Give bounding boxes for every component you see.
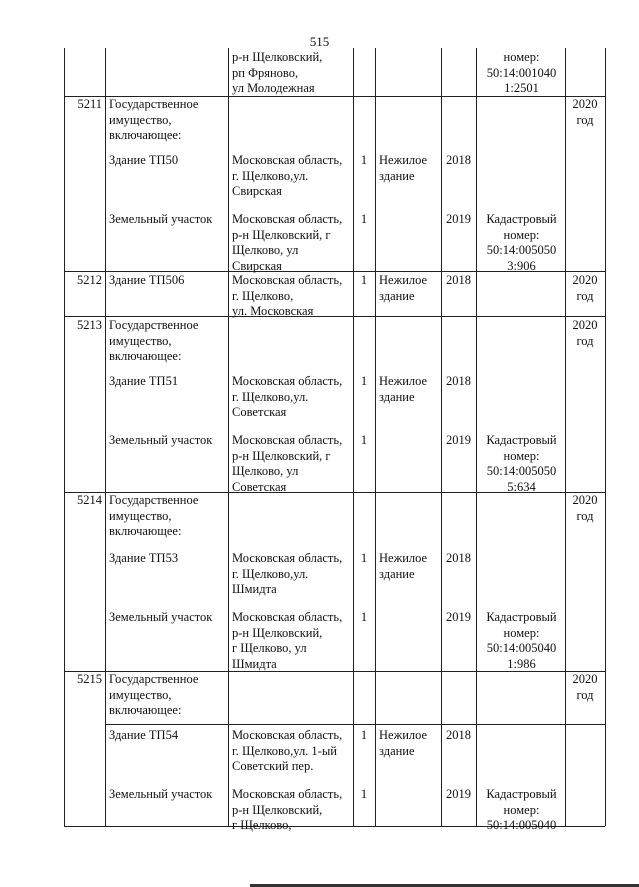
deadline — [565, 97, 605, 128]
single-address-line: ул. Московская — [232, 304, 314, 318]
item-address-line: г. Щелково,ул. — [232, 389, 309, 404]
deadline-line: 2020 — [572, 318, 598, 332]
item-address — [232, 433, 356, 495]
row-number-line: 5212 — [77, 273, 102, 287]
item-address — [232, 728, 356, 775]
item-address-line: Московская область, — [232, 433, 343, 447]
item-qty — [353, 610, 375, 626]
cont-address-line: рп Фряново, — [232, 65, 299, 80]
single-name — [109, 273, 229, 289]
item-year — [441, 728, 476, 744]
row-number-line: 5213 — [77, 318, 102, 332]
item-qty-line: 1 — [360, 610, 368, 624]
item-address-line: Советская — [232, 405, 287, 419]
item-note — [478, 787, 565, 834]
row-number — [64, 273, 102, 289]
deadline-line: 2020 — [572, 493, 598, 507]
item-address — [232, 153, 356, 200]
item-address-line: Московская область, — [232, 787, 343, 801]
group-title — [109, 318, 229, 365]
item-qty — [353, 551, 375, 567]
item-purpose — [379, 728, 441, 759]
item-name — [109, 728, 229, 744]
item-address-line: Московская область, — [232, 153, 343, 167]
single-address — [232, 273, 356, 320]
item-address — [232, 551, 356, 598]
item-year-line: 2018 — [446, 551, 471, 565]
item-address-line: р-н Щелковский, г — [232, 448, 331, 463]
group-title-line: включающее: — [109, 524, 182, 538]
item-address-line: г Щелково, ул — [232, 641, 307, 655]
item-year — [441, 433, 476, 449]
item-note-line: номер: — [503, 802, 540, 817]
item-year-line: 2018 — [446, 153, 471, 167]
single-purpose-line: здание — [379, 288, 415, 303]
item-address-line: Свирская — [232, 258, 282, 273]
single-purpose — [379, 273, 441, 304]
item-note-line: 1:986 — [507, 656, 536, 671]
item-address-line: Шмидта — [232, 582, 277, 596]
item-note-line: 50:14:005050 — [486, 243, 557, 257]
column-rule-7 — [565, 48, 566, 826]
item-purpose-line: здание — [379, 389, 415, 404]
single-purpose-line: Нежилое — [379, 273, 428, 287]
group-title-line: Государственное — [109, 97, 199, 111]
deadline — [565, 273, 605, 304]
item-address-line: Московская область, — [232, 728, 343, 742]
item-address-line: г. Щелково,ул. — [232, 168, 309, 183]
item-name-line: Земельный участок — [109, 212, 213, 226]
item-qty-line: 1 — [360, 551, 368, 565]
item-purpose-line: здание — [379, 743, 415, 758]
item-name — [109, 551, 229, 567]
group-title-line: включающее: — [109, 703, 182, 717]
item-note-line: 50:14:005040 — [486, 641, 557, 655]
group-title-line: включающее: — [109, 128, 182, 142]
item-address-line: Щелково, ул — [232, 464, 299, 478]
item-note — [478, 433, 565, 495]
item-qty-line: 1 — [360, 212, 368, 226]
item-note-line: 3:906 — [507, 258, 536, 273]
cont-address-line: р-н Щелковский, — [232, 50, 323, 64]
item-name-line: Здание ТП54 — [109, 728, 179, 742]
item-address-line: р-н Щелковский, г — [232, 227, 331, 242]
item-qty — [353, 153, 375, 169]
row-number — [64, 97, 102, 113]
item-note — [478, 212, 565, 274]
item-year — [441, 610, 476, 626]
item-note-line: 5:634 — [507, 479, 536, 494]
group-title-line: Государственное — [109, 672, 199, 686]
item-year-line: 2018 — [446, 374, 471, 388]
item-purpose-line: здание — [379, 168, 415, 183]
row-number-line: 5211 — [77, 97, 102, 111]
item-qty-line: 1 — [360, 787, 368, 801]
group-title — [109, 97, 229, 144]
item-qty — [353, 212, 375, 228]
deadline — [565, 672, 605, 703]
item-address — [232, 610, 356, 672]
item-note-line: номер: — [503, 227, 540, 242]
group-title-line: включающее: — [109, 349, 182, 363]
page-number: 515 — [309, 34, 330, 49]
group-title-line: имущество, — [109, 508, 172, 523]
column-rule-0 — [64, 48, 65, 826]
item-year-line: 2019 — [446, 212, 471, 226]
item-year-line: 2019 — [446, 610, 471, 624]
column-rule-4 — [375, 48, 376, 826]
item-address-line: Московская область, — [232, 610, 343, 624]
deadline-line: год — [576, 288, 594, 303]
item-qty-line: 1 — [360, 374, 368, 388]
item-name — [109, 433, 229, 449]
item-address-line: Московская область, — [232, 551, 343, 565]
item-purpose-line: Нежилое — [379, 728, 428, 742]
cont-address-line: ул Молодежная — [232, 81, 315, 95]
item-address-line: Шмидта — [232, 656, 277, 671]
cont-address — [232, 50, 356, 97]
item-name-line: Земельный участок — [109, 610, 213, 624]
single-address-line: Московская область, — [232, 273, 343, 287]
item-name — [109, 212, 229, 228]
item-address — [232, 787, 356, 834]
item-name — [109, 153, 229, 169]
deadline-line: 2020 — [572, 97, 598, 111]
item-address-line: г. Щелково,ул. — [232, 566, 309, 581]
item-address — [232, 212, 356, 274]
item-address-line: Свирская — [232, 184, 282, 198]
item-year — [441, 787, 476, 803]
item-address-line: р-н Щелковский, — [232, 625, 323, 640]
group-title-line: имущество, — [109, 112, 172, 127]
item-qty — [353, 374, 375, 390]
item-qty — [353, 728, 375, 744]
group-title-line: Государственное — [109, 493, 199, 507]
item-qty-line: 1 — [360, 433, 368, 447]
single-qty — [353, 273, 375, 289]
cont-note-line: номер: — [503, 50, 540, 64]
item-address-line: Московская область, — [232, 374, 343, 388]
item-name-line: Земельный участок — [109, 787, 213, 801]
item-note-line: 50:14:005050 — [486, 464, 557, 478]
single-address-line: г. Щелково, — [232, 288, 294, 303]
item-address-line: г Щелково, — [232, 818, 292, 832]
item-qty-line: 1 — [360, 153, 368, 167]
cont-note-line: 1:2501 — [504, 81, 539, 95]
row-number — [64, 672, 102, 688]
item-name-line: Здание ТП53 — [109, 551, 179, 565]
row-number — [64, 318, 102, 334]
item-qty — [353, 433, 375, 449]
item-note-line: Кадастровый — [486, 433, 557, 447]
row-number-line: 5215 — [77, 672, 102, 686]
item-purpose — [379, 551, 441, 582]
sub-row-separator — [105, 724, 605, 725]
item-address-line: Московская область, — [232, 212, 343, 226]
item-name-line: Земельный участок — [109, 433, 213, 447]
item-address — [232, 374, 356, 421]
row-number — [64, 493, 102, 509]
cont-note-line: 50:14:001040 — [486, 65, 557, 80]
item-address-line: г. Щелково,ул. 1-ый — [232, 743, 337, 758]
group-title — [109, 493, 229, 540]
item-name-line: Здание ТП51 — [109, 374, 179, 388]
item-purpose-line: Нежилое — [379, 374, 428, 388]
deadline — [565, 318, 605, 349]
item-year — [441, 551, 476, 567]
item-name-line: Здание ТП50 — [109, 153, 179, 167]
single-name-line: Здание ТП506 — [109, 273, 185, 287]
item-address-line: Советская — [232, 479, 287, 494]
single-qty-line: 1 — [360, 273, 368, 287]
item-note-line: номер: — [503, 448, 540, 463]
item-name — [109, 787, 229, 803]
deadline — [565, 493, 605, 524]
item-year-line: 2019 — [446, 433, 471, 447]
item-year — [441, 153, 476, 169]
group-title-line: имущество, — [109, 333, 172, 348]
deadline-line: год — [576, 508, 594, 523]
column-rule-1 — [105, 48, 106, 826]
item-year — [441, 212, 476, 228]
item-purpose — [379, 374, 441, 405]
item-name — [109, 374, 229, 390]
item-name — [109, 610, 229, 626]
column-rule-6 — [476, 48, 477, 826]
group-title-line: Государственное — [109, 318, 199, 332]
item-note-line: Кадастровый — [486, 787, 557, 801]
deadline-line: год — [576, 333, 594, 348]
item-purpose — [379, 153, 441, 184]
deadline-line: 2020 — [572, 273, 598, 287]
item-note-line: Кадастровый — [486, 212, 557, 226]
item-purpose-line: здание — [379, 566, 415, 581]
item-year — [441, 374, 476, 390]
item-note-line: Кадастровый — [486, 610, 557, 624]
item-qty-line: 1 — [360, 728, 368, 742]
single-year — [441, 273, 476, 289]
item-purpose-line: Нежилое — [379, 153, 428, 167]
item-note-line: номер: — [503, 625, 540, 640]
single-year-line: 2018 — [446, 273, 471, 287]
item-address-line: р-н Щелковский, — [232, 802, 323, 817]
item-purpose-line: Нежилое — [379, 551, 428, 565]
item-address-line: Советский пер. — [232, 759, 314, 773]
item-note-line: 50:14:005040 — [486, 818, 557, 832]
item-qty — [353, 787, 375, 803]
item-note — [478, 610, 565, 672]
column-rule-8 — [605, 48, 606, 826]
item-year-line: 2019 — [446, 787, 471, 801]
group-title-line: имущество, — [109, 687, 172, 702]
item-address-line: Щелково, ул — [232, 243, 299, 257]
deadline-line: год — [576, 112, 594, 127]
deadline-line: год — [576, 687, 594, 702]
cont-note — [478, 50, 565, 97]
row-number-line: 5214 — [77, 493, 102, 507]
group-title — [109, 672, 229, 719]
deadline-line: 2020 — [572, 672, 598, 686]
item-year-line: 2018 — [446, 728, 471, 742]
